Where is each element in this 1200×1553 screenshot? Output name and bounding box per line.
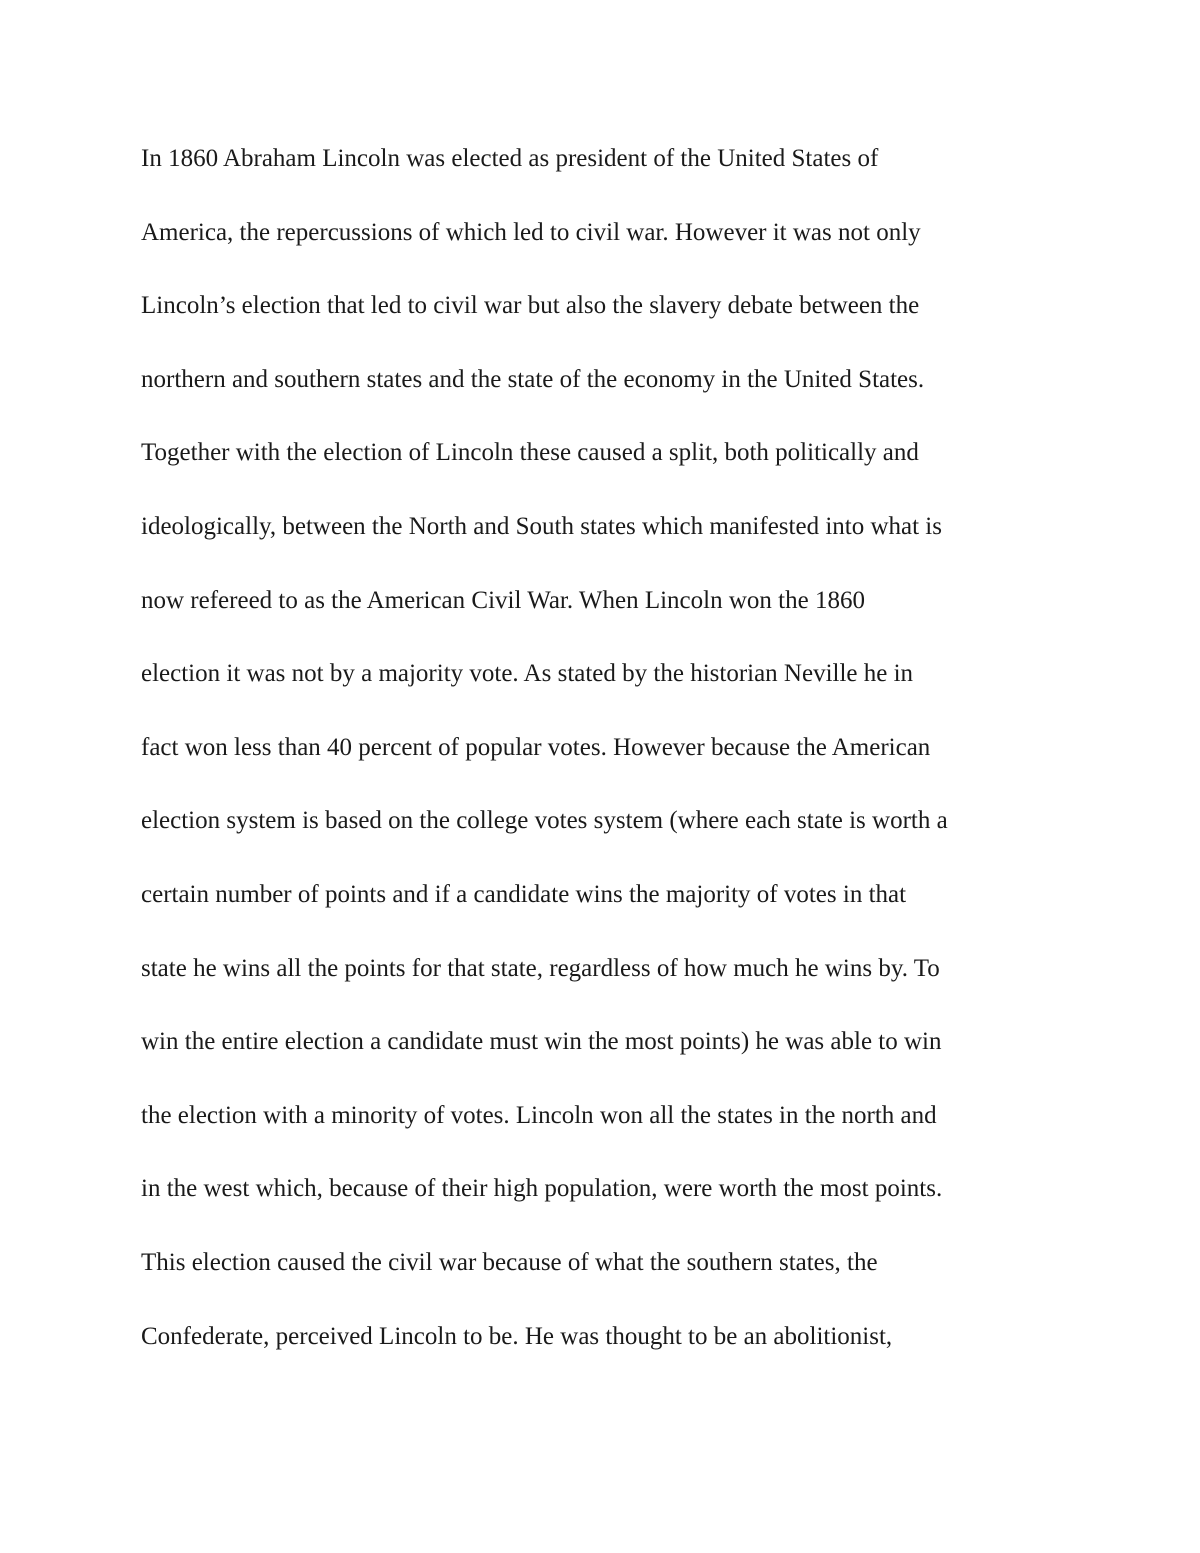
text-line: In 1860 Abraham Lincoln was elected as president of the United States of [141,145,879,172]
text-line: state he wins all the points for that state, regardless of how much he wins by. To [141,954,940,982]
text-line: certain number of points and if a candidate wins the majority of votes in that [141,880,907,908]
text-line: northern and southern states and the state of the economy in the United States. [141,365,925,393]
text-line: Lincoln’s election that led to civil war but also the slavery debate between the [141,292,920,320]
text-line: ideologically, between the North and South states which manifested into what is [141,512,942,540]
text-line: America, the repercussions of which led to civil war. However it was not only [141,218,921,246]
text-line: the election with a minority of votes. Lincoln won all the states in the north and [141,1101,937,1129]
text-line: This election caused the civil war because of what the southern states, the [141,1248,878,1276]
text-line: fact won less than 40 percent of popular votes. However because the American [141,733,931,761]
text-line: Together with the election of Lincoln these caused a split, both politically and [141,439,919,467]
text-line: election it was not by a majority vote. As stated by the historian Neville he in [141,660,914,688]
text-line: Confederate, perceived Lincoln to be. He was thought to be an abolitionist, [141,1322,893,1350]
text-line: election system is based on the college votes system (where each state is worth a [141,807,948,835]
text-line: now refereed to as the American Civil War. When Lincoln won the 1860 [141,586,865,614]
body-paragraph [141,138,1101,1389]
text-line: win the entire election a candidate must win the most points) he was able to win [141,1028,942,1056]
text-line: in the west which, because of their high population, were worth the most points. [141,1175,943,1203]
